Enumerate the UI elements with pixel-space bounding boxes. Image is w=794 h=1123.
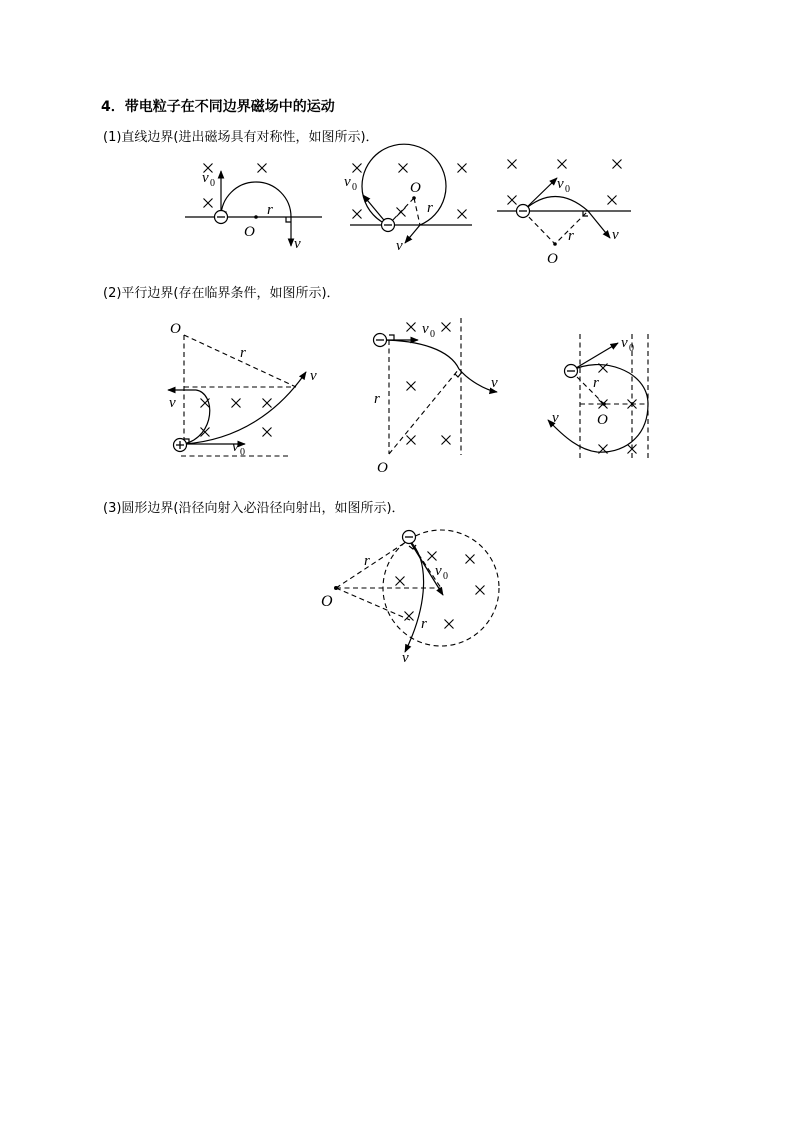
negative-charge-icon xyxy=(517,205,530,218)
label-v: v xyxy=(396,238,403,254)
label-r: r xyxy=(374,391,380,407)
label-v: v xyxy=(402,650,409,666)
label-O: O xyxy=(597,412,608,428)
negative-charge-icon xyxy=(403,531,416,544)
figure-parallel-positive xyxy=(168,321,317,458)
label-v: v xyxy=(310,368,317,384)
label-O: O xyxy=(547,251,558,267)
figure-parallel-return xyxy=(548,334,648,458)
label-v: v xyxy=(294,236,301,252)
figure-circular-boundary xyxy=(321,530,499,666)
negative-charge-icon xyxy=(565,365,578,378)
label-v0: v xyxy=(202,170,209,186)
positive-charge-icon xyxy=(174,439,187,452)
label-r: r xyxy=(240,345,246,361)
label-r: r xyxy=(427,200,433,216)
svg-text:0: 0 xyxy=(240,447,245,458)
item-straight-boundary: (1)直线边界(进出磁场具有对称性，如图所示)． xyxy=(103,130,379,145)
negative-charge-icon xyxy=(374,334,387,347)
item-circular-boundary: (3)圆形边界(沿径向射入必沿径向射出，如图所示)． xyxy=(103,501,405,516)
figure-straight-perpendicular xyxy=(185,164,322,253)
label-r-upper: r xyxy=(364,553,370,569)
label-v: v xyxy=(612,227,619,243)
label-r-lower: r xyxy=(421,616,427,632)
label-v0: v xyxy=(435,563,442,579)
svg-text:0: 0 xyxy=(443,571,448,582)
svg-text:0: 0 xyxy=(629,343,634,354)
label-v: v xyxy=(491,375,498,391)
negative-charge-icon xyxy=(382,219,395,232)
figure-parallel-critical xyxy=(374,318,499,476)
svg-text:0: 0 xyxy=(352,182,357,193)
negative-charge-icon xyxy=(215,211,228,224)
label-r: r xyxy=(267,202,273,218)
label-v0: v xyxy=(422,321,429,337)
section-heading: 4．带电粒子在不同边界磁场中的运动 xyxy=(101,99,335,115)
svg-text:0: 0 xyxy=(210,178,215,189)
label-v: v xyxy=(552,410,559,426)
label-v0: v xyxy=(344,174,351,190)
label-r: r xyxy=(568,228,574,244)
label-O: O xyxy=(244,224,255,240)
label-O: O xyxy=(377,460,388,476)
svg-text:0: 0 xyxy=(565,184,570,195)
label-v0: v xyxy=(557,176,564,192)
label-O: O xyxy=(321,593,333,610)
svg-text:0: 0 xyxy=(430,329,435,340)
figure-straight-minor-arc xyxy=(497,160,631,268)
item-parallel-boundary: (2)平行边界(存在临界条件，如图所示)． xyxy=(103,286,340,301)
label-v-left: v xyxy=(169,395,176,411)
figure-straight-major-arc xyxy=(344,144,472,254)
label-O: O xyxy=(170,321,181,337)
label-v0: v xyxy=(621,335,628,351)
label-v0: v xyxy=(232,439,239,455)
label-r: r xyxy=(593,375,599,391)
label-O: O xyxy=(410,180,421,196)
